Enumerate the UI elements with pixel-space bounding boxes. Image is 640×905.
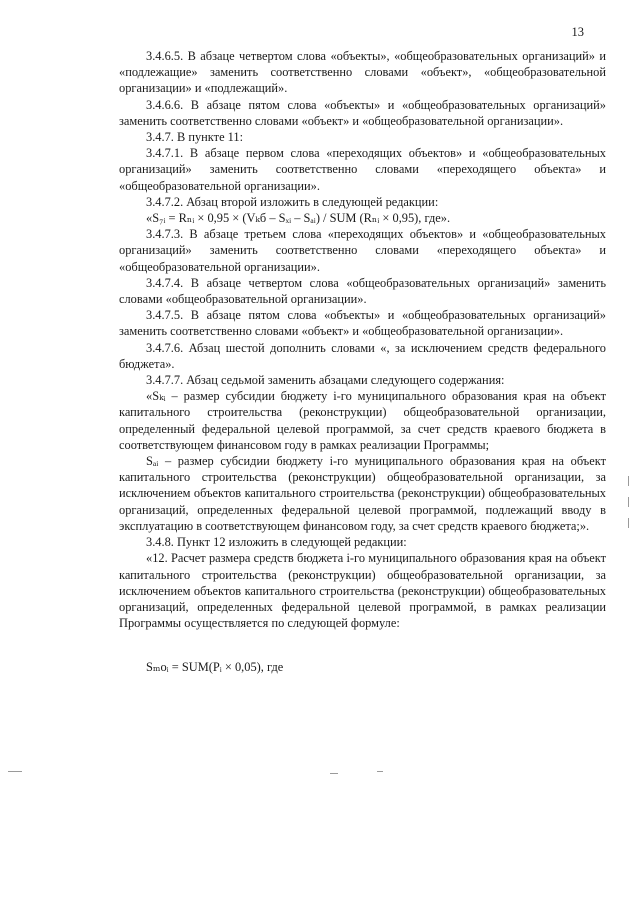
paragraph: 3.4.7.1. В абзаце первом слова «переходящих объектов» и «общеобразовательных организаций» заменить соответственно словами «переходящего объекта» и «общеобразовательной организации». xyxy=(119,146,606,193)
paragraph: 3.4.7.5. В абзаце пятом слова «объекты» и «общеобразовательных организаций» заменить соответственно словами «объект» и «общеобразовательной организации». xyxy=(119,308,606,339)
paragraph: «12. Расчет размера средств бюджета i-го муниципального образования края на объект капитального строительства (реконструкции) общеобразовательной организации, за исключением объектов капитального строительства (реконструкции) общеобразовательных организаций, определенных федеральной целевой программой, в рамках реализации Программы осуществляется по следующей формуле: xyxy=(119,551,606,631)
paragraph: Sₐᵢ – размер субсидии бюджету i-го муниципального образования края на объект капитального строительства (реконструкции) общеобразовательной организации, за исключением объектов капитального строительства (реконструкции) общеобразовательных организаций, определенных федеральной целевой программой, подлежащий вводу в эксплуатацию в соответствующем финансовом году, за счет средств краевого бюджета;». xyxy=(119,454,606,533)
paragraph: 3.4.6.5. В абзаце четвертом слова «объекты», «общеобразовательных организаций» и «подлежащие» заменить соответственно словами «объект», «общеобразовательной организации» и «подлежащий». xyxy=(119,49,606,96)
paragraph: 3.4.7.4. В абзаце четвертом слова «общеобразовательных организаций» заменить словами «общеобразовательной организации». xyxy=(119,275,606,307)
paragraph: 3.4.8. Пункт 12 изложить в следующей редакции: xyxy=(146,535,407,550)
paragraph: 3.4.6.6. В абзаце пятом слова «объекты» и «общеобразовательных организаций» заменить соответственно словами «объект» и «общеобразовательной организации». xyxy=(119,97,606,128)
paragraph: 3.4.7.2. Абзац второй изложить в следующей редакции: xyxy=(146,194,439,209)
scan-mark xyxy=(628,497,629,507)
paragraph: 3.4.7.6. Абзац шестой дополнить словами «, за исключением средств федерального бюджета». xyxy=(119,340,606,371)
page-number: 13 xyxy=(571,25,584,39)
scan-mark xyxy=(628,518,629,528)
formula-paragraph: «S₇ᵢ = Rₙᵢ × 0,95 × (Vₖб – Sₓᵢ – Sₐᵢ) / SUM (Rₙᵢ × 0,95), где». xyxy=(146,211,451,226)
scan-mark xyxy=(628,476,629,486)
scan-mark xyxy=(330,773,338,774)
paragraph: 3.4.7.3. В абзаце третьем слова «переходящих объектов» и «общеобразовательных организаций» заменить соответственно словами «переходящего объекта» и «общеобразовательной организации». xyxy=(119,227,606,274)
paragraph: 3.4.7.7. Абзац седьмой заменить абзацами следующего содержания: xyxy=(146,373,505,388)
scan-mark xyxy=(8,771,22,772)
formula: Sₘоᵢ = SUM(Pᵢ × 0,05), где xyxy=(146,660,284,675)
scan-mark xyxy=(377,771,383,772)
document-body xyxy=(119,48,606,676)
paragraph: 3.4.7. В пункте 11: xyxy=(146,130,244,145)
paragraph: «Sₖᵢ – размер субсидии бюджету i-го муниципального образования края на объект капитального строительства (реконструкции) общеобразовательной организации, определенный федеральной целевой программой, за счет средств краевого бюджета в соответствующем финансовом году в рамках реализации Программы; xyxy=(119,389,606,452)
